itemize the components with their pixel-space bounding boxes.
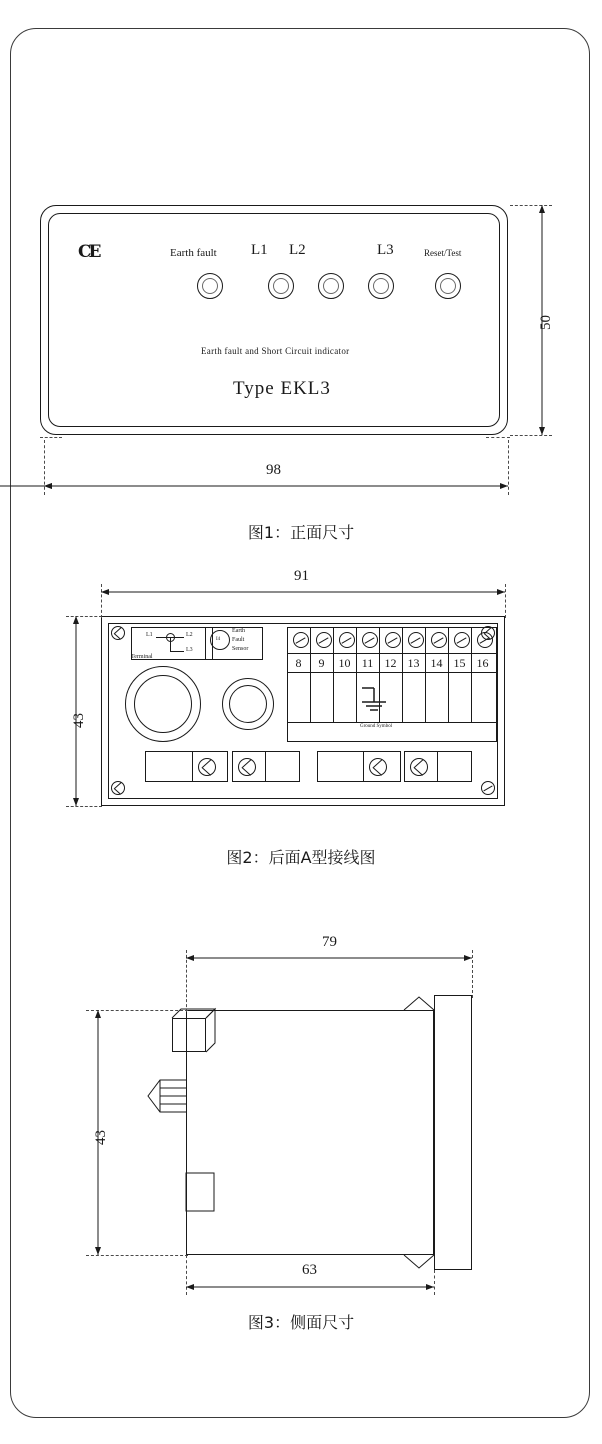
terminal-screw-13 [408, 632, 424, 648]
dim-side-depth-total: 79 [322, 934, 337, 950]
terminal-number-13: 13 [407, 656, 420, 670]
sensor-label-line2: Fault [232, 637, 245, 643]
rear-flange [434, 995, 472, 1270]
label-l1: L1 [146, 632, 153, 638]
bottom-screw-4 [410, 758, 428, 776]
dim-rear-height: 43 [71, 713, 87, 728]
terminal-number-10: 10 [338, 656, 351, 670]
cable-aperture-large-inner [134, 675, 192, 733]
indicator-label-earth-fault: Earth fault [170, 247, 217, 259]
led-earth-fault[interactable] [197, 273, 223, 299]
terminal-screw-10 [339, 632, 355, 648]
led-l1[interactable] [268, 273, 294, 299]
figure3-caption: 图3：侧面尺寸 [247, 1313, 355, 1332]
dim-side-depth-body: 63 [302, 1262, 317, 1278]
dim-rear-width: 91 [294, 568, 309, 584]
corner-screw-bottom-right [481, 781, 495, 795]
indicator-label-l3: L3 [377, 242, 394, 258]
led-l3[interactable] [368, 273, 394, 299]
bottom-screw-3 [369, 758, 387, 776]
label-terminal: Terminal [131, 654, 153, 660]
figure2-caption: 图2：后面A型接线图 [226, 848, 376, 867]
bottom-block-3 [317, 751, 401, 782]
terminal-number-11: 11 [361, 656, 374, 670]
side-top-connector [172, 1018, 206, 1052]
ce-mark-icon: CE [78, 242, 99, 262]
terminal-screw-8 [293, 632, 309, 648]
bottom-screw-2 [238, 758, 256, 776]
button-reset-test[interactable] [435, 273, 461, 299]
terminal-screw-9 [316, 632, 332, 648]
corner-screw-bottom-left [111, 781, 125, 795]
sensor-mark: I4 [216, 637, 221, 642]
terminal-screw-11 [362, 632, 378, 648]
sensor-label-line3: Sensor [232, 646, 249, 652]
indicator-label-l1: L1 [251, 242, 268, 258]
bottom-screw-1 [198, 758, 216, 776]
corner-screw-top-left [111, 626, 125, 640]
dim-front-height: 50 [538, 315, 554, 330]
terminal-number-14: 14 [430, 656, 443, 670]
dim-front-width: 98 [266, 462, 281, 478]
led-l2[interactable] [318, 273, 344, 299]
indicator-label-l2: L2 [289, 242, 306, 258]
label-l3: L3 [186, 647, 193, 653]
figure-side-view [0, 905, 602, 1332]
terminal-number-9: 9 [318, 656, 325, 670]
terminal-number-12: 12 [384, 656, 397, 670]
ground-symbol-caption: Ground Symbol [360, 724, 393, 729]
terminal-number-15: 15 [453, 656, 466, 670]
cable-aperture-small-inner [229, 685, 267, 723]
terminal-number-8: 8 [295, 656, 302, 670]
figure-rear-wiring [0, 570, 602, 900]
sensor-label-line1: Earth [232, 628, 245, 634]
indicator-label-reset-test: Reset/Test [424, 248, 462, 258]
terminal-node [166, 633, 175, 642]
terminal-screw-15 [454, 632, 470, 648]
terminal-number-16: 16 [476, 656, 489, 670]
device-model-label: Type EKL3 [233, 378, 331, 399]
device-description: Earth fault and Short Circuit indicator [201, 346, 350, 356]
dim-side-height: 43 [93, 1130, 109, 1145]
terminal-screw-16 [477, 632, 493, 648]
terminal-screw-14 [431, 632, 447, 648]
figure1-caption: 图1：正面尺寸 [247, 523, 355, 542]
side-body [186, 1010, 434, 1255]
terminal-screw-12 [385, 632, 401, 648]
figure-front-view [0, 150, 602, 570]
label-l2: L2 [186, 632, 193, 638]
